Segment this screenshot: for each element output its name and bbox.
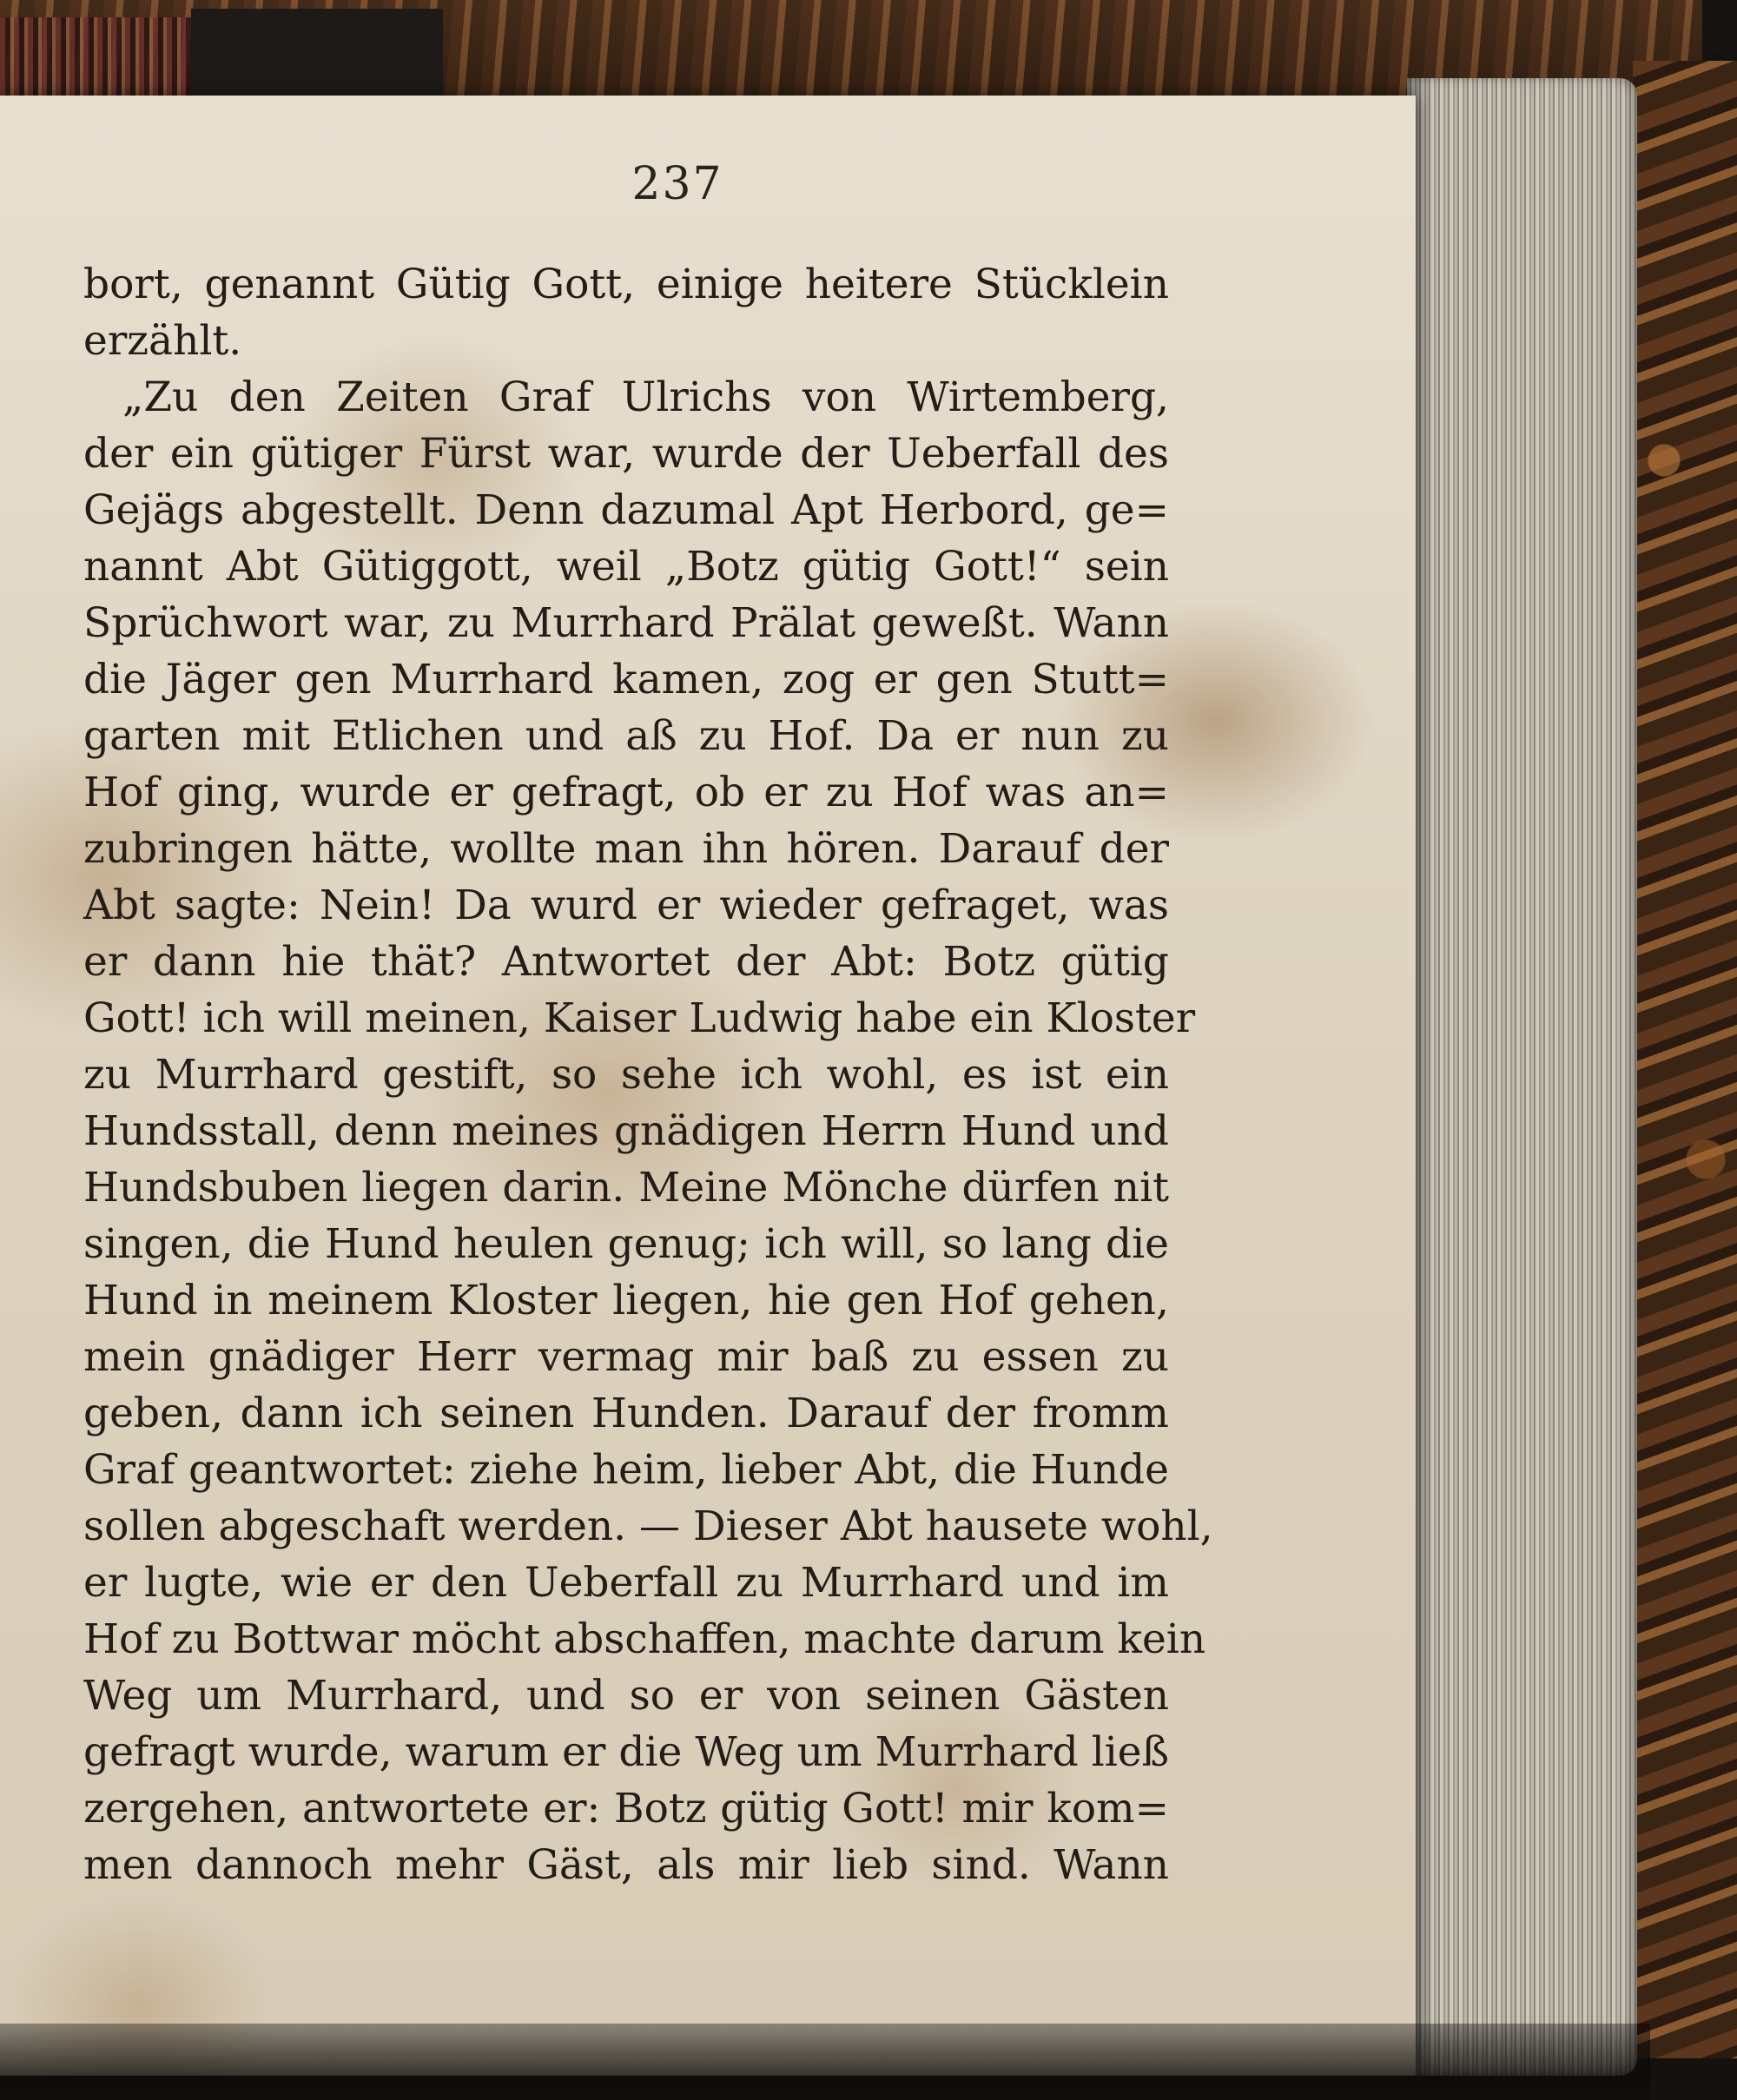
- text-line: Weg um Murrhard, und so er von seinen Gästen: [83, 1672, 1169, 1720]
- text-line: Graf geantwortet: ziehe heim, lieber Abt, die Hunde: [83, 1446, 1169, 1494]
- text-line: bort, genannt Gütig Gott, einige heitere Stücklein: [83, 261, 1169, 308]
- text-line: singen, die Hund heulen genug; ich will, so lang die: [83, 1220, 1169, 1268]
- text-line: Hof ging, wurde er gefragt, ob er zu Hof was an=: [83, 769, 1169, 816]
- text-line: die Jäger gen Murrhard kamen, zog er gen Stutt=: [83, 656, 1169, 703]
- text-line: Hundsbuben liegen darin. Meine Mönche dürfen nit: [83, 1164, 1169, 1212]
- text-line: mein gnädiger Herr vermag mir baß zu essen zu: [83, 1333, 1169, 1381]
- text-line: gefragt wurde, warum er die Weg um Murrhard ließ: [83, 1728, 1169, 1776]
- text-line: zubringen hätte, wollte man ihn hören. Darauf der: [83, 825, 1169, 873]
- text-line: erzählt.: [83, 317, 242, 365]
- cover-spine-strip: [191, 9, 443, 96]
- text-line: men dannoch mehr Gäst, als mir lieb sind. Wann: [83, 1841, 1169, 1889]
- marbled-cover-corner: [0, 17, 191, 96]
- marbled-back-cover: [1633, 61, 1737, 2058]
- book-page: [0, 96, 1416, 2076]
- text-line: Hof zu Bottwar möcht abschaffen, machte darum kein: [83, 1615, 1206, 1663]
- text-line: Hund in meinem Kloster liegen, hie gen Hof gehen,: [83, 1277, 1169, 1324]
- text-line: nannt Abt Gütiggott, weil „Botz gütig Gott!“ sein: [83, 543, 1169, 591]
- text-line: er dann hie thät? Antwortet der Abt: Botz gütig: [83, 938, 1169, 986]
- text-line: garten mit Etlichen und aß zu Hof. Da er nun zu: [83, 712, 1169, 760]
- text-line: Hundsstall, denn meines gnädigen Herrn Hund und: [83, 1107, 1169, 1155]
- text-line: Gejägs abgestellt. Denn dazumal Apt Herbord, ge=: [83, 486, 1169, 534]
- text-line: sollen abgeschaft werden. — Dieser Abt hausete wohl,: [83, 1502, 1213, 1550]
- text-line: er lugte, wie er den Ueberfall zu Murrhard und im: [83, 1559, 1169, 1607]
- page-block-edges: [1407, 78, 1637, 2076]
- text-line: Gott! ich will meinen, Kaiser Ludwig habe ein Kloster: [83, 994, 1196, 1042]
- text-line: geben, dann ich seinen Hunden. Darauf der fromm: [83, 1390, 1169, 1437]
- text-line: „Zu den Zeiten Graf Ulrichs von Wirtemberg,: [122, 373, 1169, 421]
- text-line: Sprüchwort war, zu Murrhard Prälat geweßt. Wann: [83, 599, 1169, 647]
- text-line: Abt sagte: Nein! Da wurd er wieder gefraget, was: [83, 882, 1169, 929]
- page-text: [83, 256, 1213, 1893]
- text-line: zergehen, antwortete er: Botz gütig Gott! mir kom=: [83, 1785, 1169, 1833]
- text-line: der ein gütiger Fürst war, wurde der Ueberfall des: [83, 430, 1169, 478]
- page-number: 237: [631, 158, 723, 210]
- text-line: zu Murrhard gestift, so sehe ich wohl, es ist ein: [83, 1051, 1169, 1099]
- bottom-shadow: [0, 2024, 1650, 2100]
